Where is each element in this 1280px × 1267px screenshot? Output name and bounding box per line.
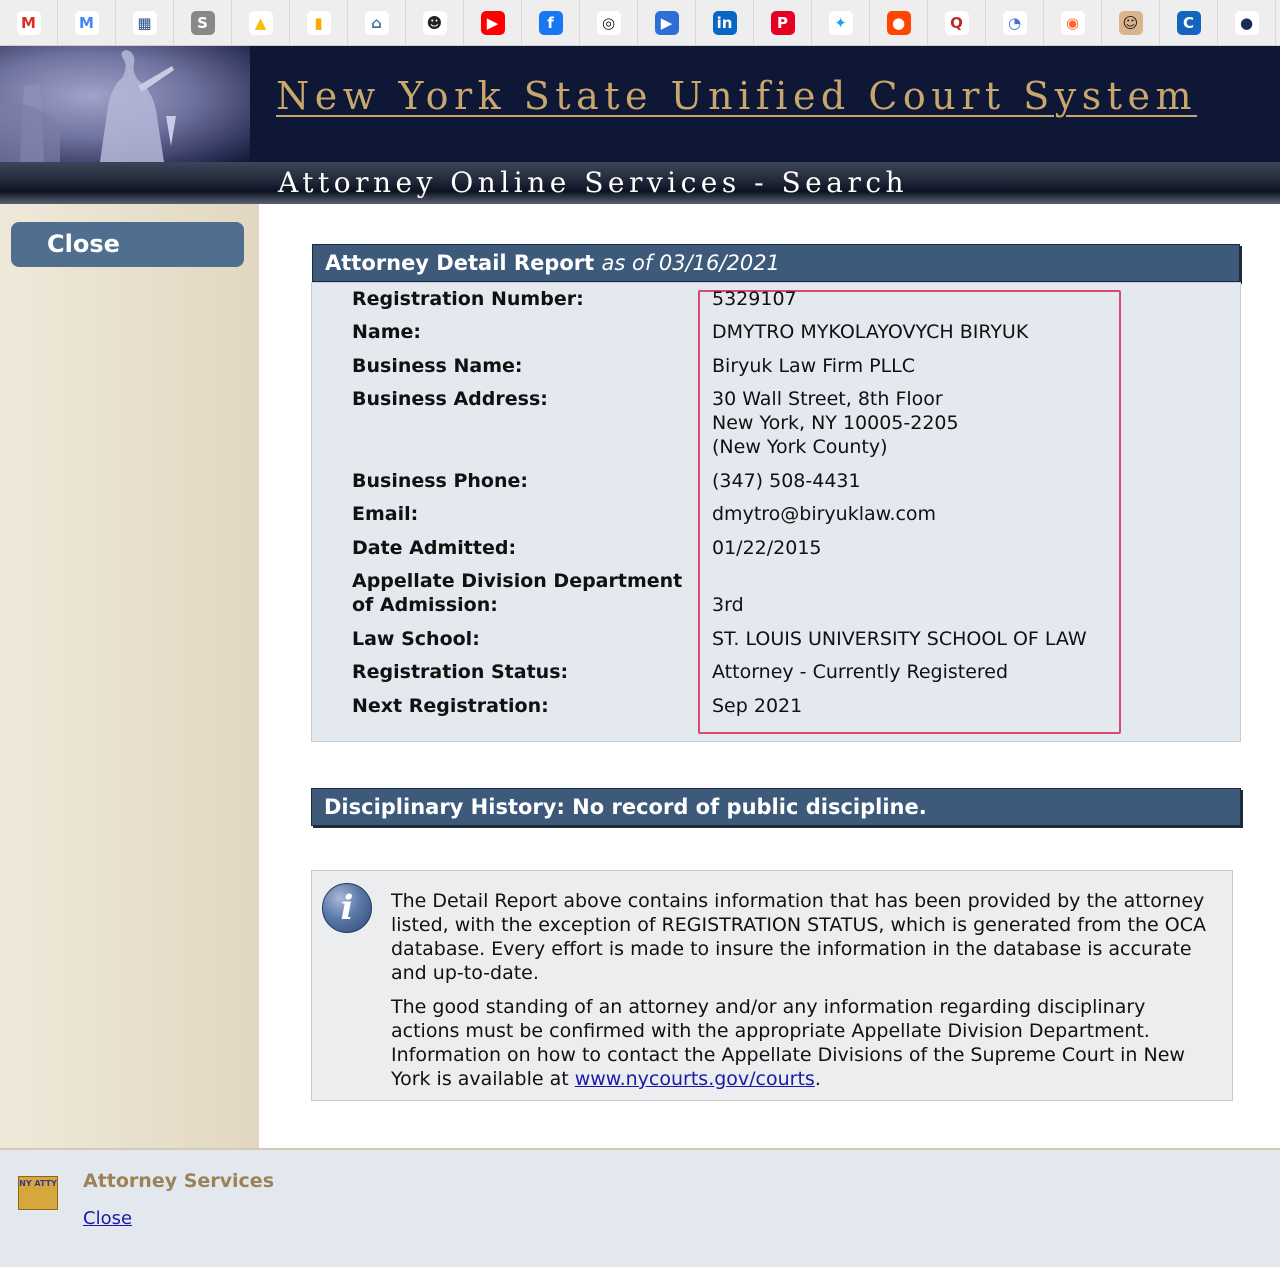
linkedin-icon: in <box>713 11 737 35</box>
field-label: Email: <box>352 503 419 525</box>
bookmark-gmail-red[interactable] <box>0 0 58 46</box>
field-value: (New York County) <box>712 436 888 458</box>
bookmark-linkedin[interactable] <box>696 0 754 46</box>
field-label: Appellate Division Department <box>352 570 683 592</box>
youtube-icon: ▶ <box>481 11 505 35</box>
field-value: 3rd <box>712 594 744 616</box>
field-label: Registration Status: <box>352 661 569 683</box>
info-paragraph-2-end: . <box>814 1068 821 1090</box>
twitter-icon: ✦ <box>829 11 853 35</box>
field-label: Business Phone: <box>352 470 528 492</box>
lady-justice-statue-icon <box>0 46 250 162</box>
bookmark-c-app[interactable] <box>1160 0 1218 46</box>
field-value: New York, NY 10005-2205 <box>712 412 959 434</box>
attorney-services-logo-icon: NY ATTY <box>18 1176 58 1210</box>
nycourts-link[interactable]: www.nycourts.gov/courts <box>574 1068 815 1090</box>
detail-report-header <box>312 244 1240 282</box>
bookmark-twitter[interactable] <box>812 0 870 46</box>
bookmark-globe-app[interactable] <box>1218 0 1276 46</box>
gmail-red-icon: M <box>17 11 41 35</box>
footer <box>0 1148 1280 1267</box>
section-bar <box>0 162 1280 204</box>
field-value: ST. LOUIS UNIVERSITY SCHOOL OF LAW <box>712 628 1087 650</box>
bookmark-video-app[interactable] <box>638 0 696 46</box>
grid-app-icon: ▦ <box>133 11 157 35</box>
instagram-icon: ◎ <box>597 11 621 35</box>
store-app-icon: ⌂ <box>365 11 389 35</box>
bookmarks-bar <box>0 0 1280 46</box>
google-ads-icon: ▲ <box>249 11 273 35</box>
bookmark-feed-app[interactable] <box>986 0 1044 46</box>
info-paragraph-2 <box>391 995 1211 1091</box>
s-app-icon: S <box>191 11 215 35</box>
semrush-icon: ◉ <box>1061 11 1085 35</box>
globe-app-icon: ● <box>1235 11 1259 35</box>
bookmark-gmail-blue[interactable] <box>58 0 116 46</box>
bookmark-youtube[interactable] <box>464 0 522 46</box>
site-title: New York State Unified Court System <box>276 74 1198 118</box>
bookmark-analytics[interactable] <box>290 0 348 46</box>
bookmark-google-ads[interactable] <box>232 0 290 46</box>
feed-app-icon: ◔ <box>1003 11 1027 35</box>
field-value: 01/22/2015 <box>712 537 822 559</box>
field-label: Date Admitted: <box>352 537 517 559</box>
info-paragraph-2-text: The good standing of an attorney and/or any information regarding disciplinary actions must be confirmed with the appropriate Appellate Division Department. Information on how to contact the Appellate Divisions of the Supreme Court in New York is available at <box>391 996 1185 1090</box>
disciplinary-history-text: Disciplinary History: No record of public discipline. <box>324 795 927 819</box>
bookmark-store-app[interactable] <box>348 0 406 46</box>
bookmark-grid-app[interactable] <box>116 0 174 46</box>
field-value: Sep 2021 <box>712 695 803 717</box>
field-label: Name: <box>352 321 422 343</box>
field-label: Law School: <box>352 628 480 650</box>
field-label: Registration Number: <box>352 288 584 310</box>
close-button[interactable]: Close <box>11 222 244 267</box>
field-value: (347) 508-4431 <box>712 470 861 492</box>
detail-report-body <box>311 282 1241 742</box>
field-label: of Admission: <box>352 594 498 616</box>
field-value: Biryuk Law Firm PLLC <box>712 355 916 377</box>
c-app-icon: C <box>1177 11 1201 35</box>
bookmark-instagram[interactable] <box>580 0 638 46</box>
detail-report-title: Attorney Detail Report <box>325 251 595 275</box>
footer-close-link[interactable]: Close <box>83 1208 133 1229</box>
field-label: Business Name: <box>352 355 523 377</box>
facebook-icon: f <box>539 11 563 35</box>
info-paragraph-1: The Detail Report above contains information that has been provided by the attorney listed, with the exception of REGISTRATION STATUS, which is generated from the OCA database. Every effort is made to insure the information in the database is accurate and up-to-date. <box>391 890 1206 984</box>
bookmark-facebook[interactable] <box>522 0 580 46</box>
field-value: 30 Wall Street, 8th Floor <box>712 388 943 410</box>
site-banner <box>0 46 1280 162</box>
section-title: Attorney Online Services - Search <box>278 166 909 199</box>
reddit-icon: ● <box>887 11 911 35</box>
main-content <box>259 204 1280 1148</box>
footer-title: Attorney Services <box>83 1170 275 1192</box>
disciplinary-history-header <box>311 788 1241 826</box>
analytics-icon: ▮ <box>307 11 331 35</box>
sidebar <box>0 204 259 1148</box>
mailchimp-icon: ☻ <box>423 11 447 35</box>
avatar-app-icon: ☺ <box>1119 11 1143 35</box>
bookmark-quora[interactable] <box>928 0 986 46</box>
bookmark-s-app[interactable] <box>174 0 232 46</box>
bookmark-avatar-app[interactable] <box>1102 0 1160 46</box>
field-label: Business Address: <box>352 388 548 410</box>
gmail-blue-icon: M <box>75 11 99 35</box>
video-app-icon: ▶ <box>655 11 679 35</box>
pinterest-icon: P <box>771 11 795 35</box>
bookmark-mailchimp[interactable] <box>406 0 464 46</box>
field-value: DMYTRO MYKOLAYOVYCH BIRYUK <box>712 321 1029 343</box>
bookmark-pinterest[interactable] <box>754 0 812 46</box>
field-value: dmytro@biryuklaw.com <box>712 503 937 525</box>
info-notice <box>311 870 1233 1101</box>
bookmark-semrush[interactable] <box>1044 0 1102 46</box>
info-icon: i <box>322 883 372 933</box>
field-value: Attorney - Currently Registered <box>712 661 1009 683</box>
field-label: Next Registration: <box>352 695 549 717</box>
report-date: as of 03/16/2021 <box>601 251 780 275</box>
field-value: 5329107 <box>712 288 797 310</box>
bookmark-reddit[interactable] <box>870 0 928 46</box>
quora-icon: Q <box>945 11 969 35</box>
